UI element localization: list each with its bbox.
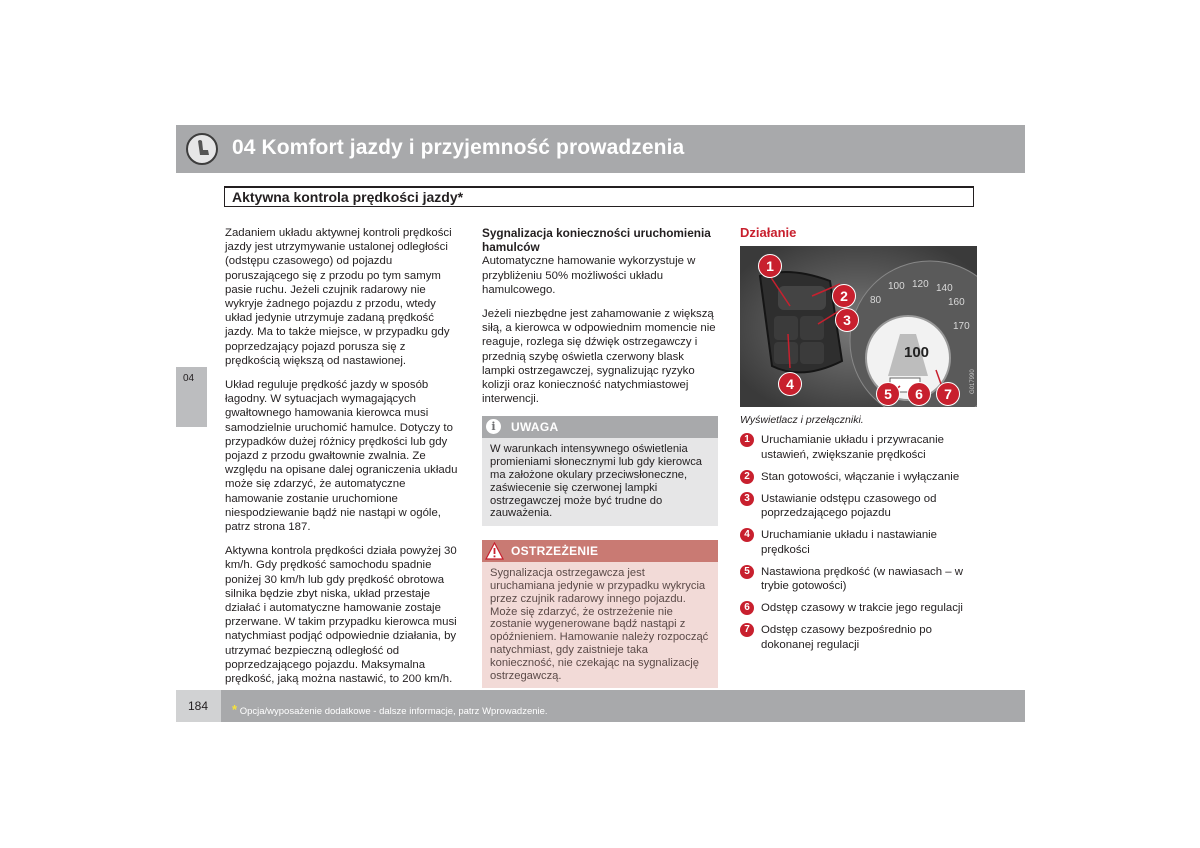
gauge-label: 140 (936, 283, 953, 295)
display-speed: 100 (904, 344, 930, 362)
section-subheading: Działanie (740, 225, 797, 240)
list-item (740, 565, 976, 593)
list-item (740, 470, 976, 484)
item-text: Ustawianie odstępu czasowego od poprzedzającego pojazdu (761, 493, 937, 520)
item-text: Stan gotowości, włączanie i wyłączanie (761, 470, 960, 483)
callout-2: 2 (832, 284, 856, 308)
list-item (740, 492, 976, 520)
controls-display-figure (740, 246, 977, 407)
footnote-text: Opcja/wyposażenie dodatkowe - dalsze informacje, patrz Wprowadzenie. (239, 706, 548, 717)
info-icon: i (486, 419, 501, 434)
chapter-header (176, 125, 1025, 173)
warning-triangle-icon (485, 542, 504, 560)
page-footer (176, 690, 1025, 722)
chapter-tab-label: 04 (183, 373, 195, 384)
page-number: 184 (188, 699, 209, 713)
chapter-tab (176, 367, 207, 427)
item-number: 7 (740, 623, 754, 637)
column-3 (740, 226, 976, 660)
list-item (740, 528, 976, 556)
item-number: 3 (740, 492, 754, 506)
column-2 (482, 226, 718, 688)
note-label: UWAGA (511, 420, 559, 435)
column-1 (225, 226, 461, 696)
chapter-title: 04 Komfort jazdy i przyjemność prowadzenia (232, 136, 685, 159)
item-text: Odstęp czasowy bezpośrednio po dokonanej regulacji (761, 624, 932, 651)
list-item (740, 601, 976, 615)
seat-icon (186, 133, 218, 165)
item-number: 5 (740, 565, 754, 579)
page-number-box (176, 690, 221, 722)
callout-6: 6 (907, 382, 931, 406)
callout-5: 5 (876, 382, 900, 406)
note-text: W warunkach intensywnego oświetlenia promieniami słonecznymi lub gdy kierowca ma założone okulary przeciwsłoneczne, zaświecenie się czerwonej lampki ostrzegawczej może być trudne do zauważenia. (482, 438, 718, 526)
callout-1: 1 (758, 254, 782, 278)
item-text: Nastawiona prędkość (w nawiasach – w trybie gotowości) (761, 565, 963, 593)
paragraph: Aktywna kontrola prędkości działa powyżej 30 km/h. Gdy prędkość samochodu spadnie poniżej 30 km/h lub gdy prędkość obrotowa silnika będzie zbyt niska, układ przestaje działać i automatyczne hamowanie zostaje przerwane. W takim przypadku kierowca musi natychmiast podjąć odpowiednie działania, by utrzymać bezpieczną odległość od poprzedzającego pojazdu. Maksymalna prędkość, jaką można nastawić, to 200 km/h. (225, 545, 457, 686)
gauge-label: 100 (888, 281, 905, 293)
section-title: Aktywna kontrola prędkości jazdy* (232, 189, 464, 205)
image-code: G017990 (970, 369, 976, 395)
item-text: Odstęp czasowy w trakcie jego regulacji (761, 602, 963, 615)
warning-header (482, 540, 718, 562)
gauge-label: 80 (870, 295, 882, 307)
gauge-label: 120 (912, 279, 929, 291)
paragraph: Automatyczne hamowanie wykorzystuje w przybliżeniu 50% możliwości układu hamulcowego. (482, 255, 696, 296)
item-number: 6 (740, 601, 754, 615)
gauge-label: 160 (948, 297, 965, 309)
list-item (740, 623, 976, 651)
legend-list (740, 433, 976, 651)
callout-4: 4 (778, 372, 802, 396)
figure-caption: Wyświetlacz i przełączniki. (740, 414, 864, 427)
gauge-label: 170 (953, 321, 970, 333)
item-number: 1 (740, 433, 754, 447)
subheading: Sygnalizacja konieczności uruchomienia hamulców (482, 226, 711, 255)
item-text: Uruchamianie układu i nastawianie prędkości (761, 529, 938, 556)
callout-7: 7 (936, 382, 960, 406)
callout-3: 3 (835, 308, 859, 332)
paragraph: Zadaniem układu aktywnej kontroli prędkości jazdy jest utrzymywanie ustalonej odległości (odstępu czasowego) od pojazdu poruszającego się z przodu po tym samym pasie ruchu. Jeżeli czujnik radarowy nie wykryje żadnego pojazdu z przodu, wtedy układ jedynie utrzymuje zadaną prędkość jazdy. Ma to także miejsce, w przypadku gdy poprzedzający pojazd porusza się z prędkością większą od nastawionej. (225, 227, 452, 367)
item-number: 2 (740, 470, 754, 484)
section-header (224, 186, 974, 207)
warning-box (482, 540, 718, 688)
footnote (232, 702, 548, 717)
warning-text: Sygnalizacja ostrzegawcza jest uruchamiana jedynie w przypadku wykrycia przez czujnik radarowy innego pojazdu. Może się zdarzyć, że ostrzeżenie nie zostanie wygenerowane bądź nastąpi z opóźnieniem. Hamowanie należy rozpocząć natychmiast, gdy zaistnieje taka konieczność, nie czekając na sygnalizację ostrzegawczą. (482, 562, 718, 688)
paragraph: Układ reguluje prędkość jazdy w sposób łagodny. W sytuacjach wymagających gwałtownego hamowania kierowca musi samodzielnie uruchomić hamulce. Dotyczy to przypadków dużej różnicy prędkości lub gdy pojazd z przodu gwałtownie zwalnia. Ze względu na opisane dalej ograniczenia układu może się zdarzyć, że automatyczne hamowanie zostanie uruchomione niespodziewanie bądź nie nastąpi w ogóle, patrz strona 187. (225, 379, 458, 534)
warning-label: OSTRZEŻENIE (511, 544, 599, 559)
footnote-star: * (232, 702, 238, 717)
note-box (482, 416, 718, 526)
note-header (482, 416, 718, 438)
list-item (740, 433, 976, 461)
item-number: 4 (740, 528, 754, 542)
paragraph: Jeżeli niezbędne jest zahamowanie z większą siłą, a kierowca w odpowiednim momencie nie reaguje, rozlega się dźwięk ostrzegawczy i przednią szybę oświetla czerwony blask lampki ostrzegawczej, sygnalizując ryzyko kolizji oraz konieczność natychmiastowej interwencji. (482, 308, 716, 406)
item-text: Uruchamianie układu i przywracanie ustawień, zwiększanie prędkości (761, 434, 944, 461)
